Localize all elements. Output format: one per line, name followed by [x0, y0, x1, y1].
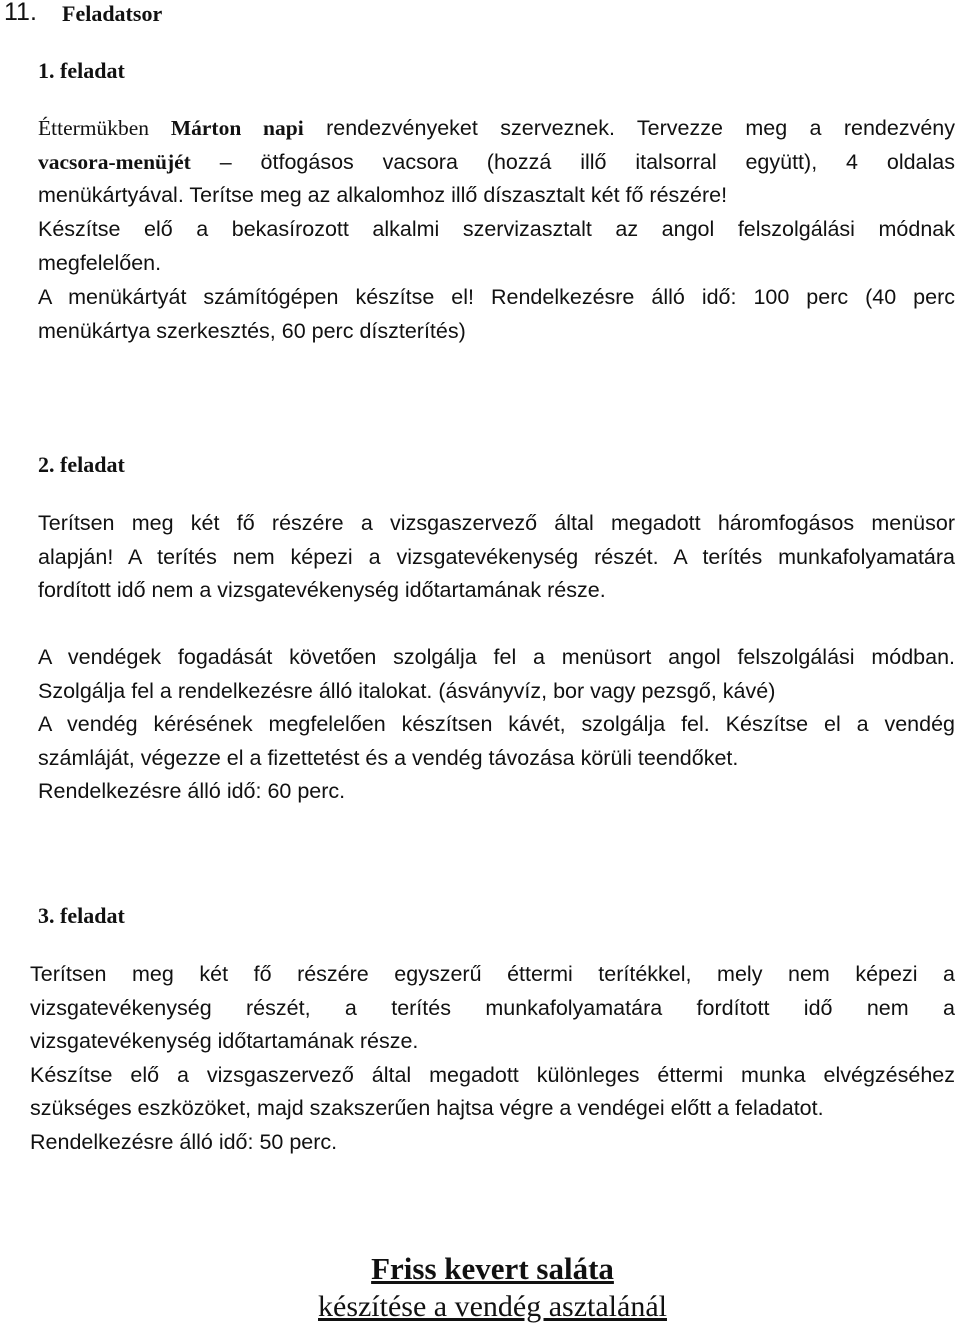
task3-text: vizsgatevékenység időtartamának része. — [30, 1029, 419, 1053]
task3-paragraph-1 — [30, 958, 955, 1159]
dish-subtitle: készítése a vendég asztalánál — [318, 1290, 667, 1323]
task2-text: Rendelkezésre álló idő: 60 perc. — [38, 779, 346, 803]
task2-text: számláját, végezze el a fizettetést és a vendég távozása körüli teendőket. — [38, 745, 739, 770]
task1-text: menükártyával. Terítse meg az alkalomhoz illő díszasztalt két fő részére! — [38, 183, 728, 207]
task2-paragraph-2 — [38, 641, 955, 809]
task2-text: A vendég kérésének megfelelően készítsen kávét, szolgálja fel. Készítse el a vendég — [38, 712, 955, 736]
task1-title: 1. feladat — [38, 58, 125, 83]
task2-text: alapján! A terítés nem képezi a vizsgatevékenység részét. A terítés munkafolyamatára — [38, 544, 955, 569]
task3-text: vizsgatevékenység részét, a terítés munkafolyamatára fordított idő nem a — [30, 995, 955, 1020]
task3-text: Készítse elő a vizsgaszervező által megadott különleges éttermi munka elvégzéséhez — [30, 1062, 955, 1087]
task1-highlight-marton: Márton napi — [170, 116, 304, 140]
section-title: Feladatsor — [62, 1, 163, 26]
task3-text: Terítsen meg két fő részére egyszerű éttermi terítékkel, mely nem képezi a — [30, 962, 955, 986]
task2-text: Terítsen meg két fő részére a vizsgaszervező által megadott háromfogásos menüsor — [38, 511, 955, 535]
task2-paragraph-1 — [38, 507, 955, 608]
task1-text: – ötfogásos vacsora (hozzá illő italsorral együtt), 4 oldalas — [190, 149, 955, 174]
task2-text: fordított idő nem a vizsgatevékenység időtartamának része. — [38, 578, 606, 602]
task1-text: megfelelően. — [38, 250, 162, 275]
task1-text: A menükártyát számítógépen készítse el! Rendelkezésre álló idő: 100 perc (40 perc — [38, 285, 955, 309]
task1-text: Készítse elő a bekasírozott alkalmi szervizasztalt az angol felszolgálási módnak — [38, 217, 955, 241]
task2-title: 2. feladat — [38, 452, 125, 477]
task1-paragraph-1 — [38, 112, 955, 213]
task3-text: Rendelkezésre álló idő: 50 perc. — [30, 1129, 338, 1154]
task1-text: rendezvényeket szerveznek. Tervezze meg a rendezvény — [303, 116, 956, 140]
task2-text: A vendégek fogadását követően szolgálja fel a menüsort angol felszolgálási módban. — [38, 645, 955, 669]
task2-text: Szolgálja fel a rendelkezésre álló italokat. (ásványvíz, bor vagy pezsgő, kávé) — [38, 678, 776, 703]
task1-text: Éttermükben — [38, 116, 171, 140]
section-number: 11. — [4, 0, 37, 26]
dish-title: Friss kevert saláta — [371, 1251, 614, 1286]
task1-highlight-menu: vacsora-menüjét — [38, 149, 191, 174]
task1-paragraph-2 — [38, 213, 955, 280]
task1-paragraph-3 — [38, 281, 955, 348]
task1-text: menükártya szerkesztés, 60 perc díszterítés) — [38, 318, 466, 343]
task3-title: 3. feladat — [38, 903, 125, 928]
task3-text: szükséges eszközöket, majd szakszerűen hajtsa végre a vendégei előtt a feladatot. — [30, 1096, 824, 1120]
